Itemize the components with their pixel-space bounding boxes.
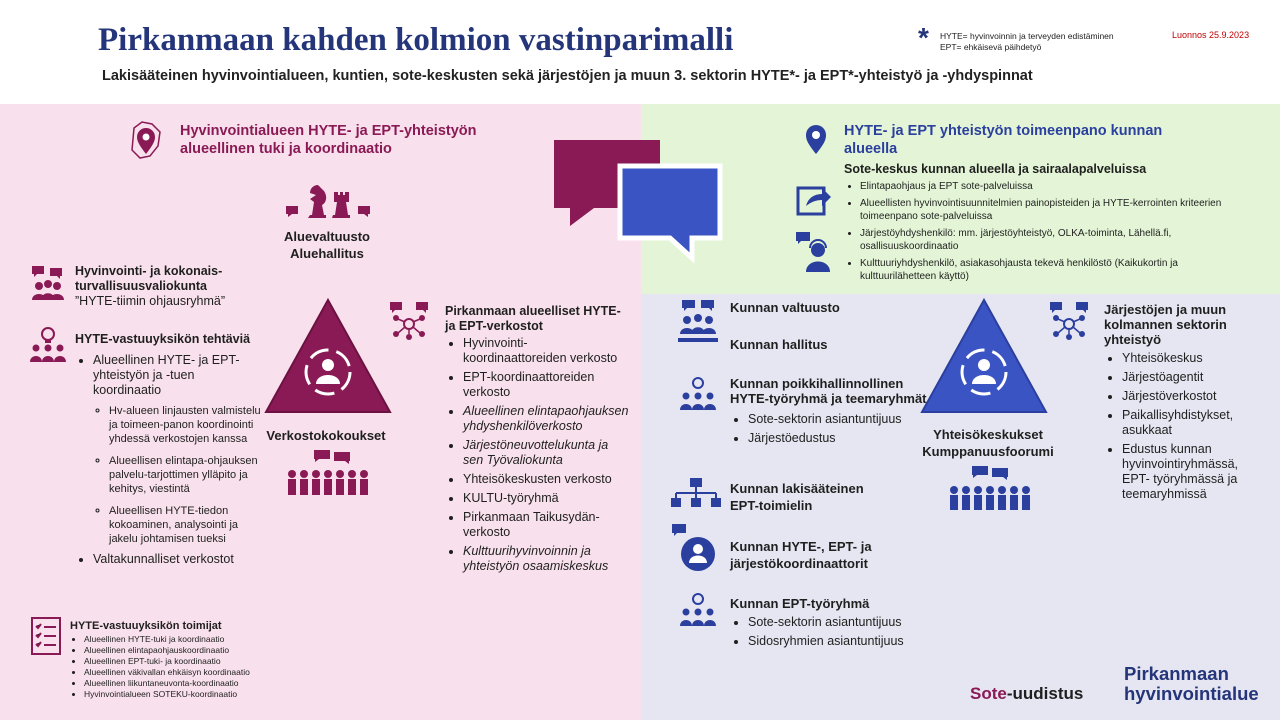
municipal-council: Kunnan valtuusto — [730, 300, 840, 315]
page-title: Pirkanmaan kahden kolmion vastinparimalli — [98, 22, 734, 58]
logo-hyvinvointialue: hyvinvointialue — [1124, 683, 1259, 704]
organisation-item: • Järjestöagentit — [1122, 370, 1254, 385]
meeting-group-blue-icon — [946, 464, 1034, 512]
asterisk-icon: * — [918, 22, 929, 53]
ept-group-title: Kunnan EPT-työryhmä — [730, 596, 870, 611]
meeting-group-icon — [284, 448, 380, 498]
actors-title: HYTE-vastuuyksikön toimijat — [70, 620, 222, 632]
abbreviation-note — [940, 31, 1114, 53]
unit-item: • Valtakunnalliset verkostot — [93, 552, 265, 567]
unit-title: HYTE-vastuuyksikön tehtäviä — [75, 332, 251, 346]
network-blue-icon — [1048, 300, 1090, 340]
group-chat-icon — [28, 262, 68, 304]
coordinators: Kunnan HYTE-, EPT- ja järjestökoordinaattorit — [730, 539, 872, 571]
chess-icon — [284, 182, 374, 222]
cross-admin-box — [730, 376, 930, 450]
ept-group-box — [730, 596, 950, 653]
note-hyte: HYTE= hyvinvoinnin ja terveyden edistäminen — [940, 31, 1114, 41]
actors-box — [70, 620, 310, 700]
pirkanmaan-hyvinvointialue-logo — [1124, 664, 1259, 704]
council-group-icon — [676, 298, 720, 348]
community-centers-label: Yhteisökeskukset — [933, 427, 1043, 442]
cross-admin-item: • Sote-sektorin asiantuntijuus — [748, 412, 930, 427]
lightbulb-team-icon — [28, 326, 68, 364]
unit-subitem: ◦ Alueellisen elintapa-ohjauksen palvelu-tarjottimen ylläpito ja kehitys, viestintä — [109, 454, 265, 496]
team-idea-icon — [678, 376, 718, 412]
organisations-title: Järjestöjen ja muun kolmannen sektorin yhteistyö — [1104, 302, 1227, 347]
governance-box — [262, 228, 392, 262]
actor-item: • Alueellinen elintapaohjauskoordinaatio — [84, 645, 310, 656]
sote-item: • Alueellisten hyvinvointisuunnitelmien painopisteiden ja HYTE-kerrointen kriteerien toimeenpano sote-palveluissa — [860, 197, 1244, 223]
network-item: • KULTU-työryhmä — [463, 491, 631, 506]
actor-item: • Alueellinen EPT-tuki- ja koordinaatio — [84, 656, 310, 667]
ept-group-item: • Sidosryhmien asiantuntijuus — [748, 634, 950, 649]
right-triangle-label — [908, 426, 1068, 460]
speech-bubbles-icon — [548, 136, 728, 264]
organisation-item: • Paikallisyhdistykset, asukkaat — [1122, 408, 1254, 438]
right-heading: HYTE- ja EPT yhteistyön toimeenpano kunnan alueella — [844, 123, 1163, 157]
note-ept: EPT= ehkäisevä päihdetyö — [940, 42, 1042, 52]
sote-item: • Järjestöyhdyshenkilö: mm. järjestöyhteistyö, OLKA-toiminta, Lähellä.fi, osallisuuskoordinaatio — [860, 227, 1244, 253]
regional-council: Aluevaltuusto — [284, 229, 370, 244]
share-icon — [796, 182, 832, 216]
team-idea-icon-2 — [678, 592, 718, 628]
partnership-forum-label: Kumppanuusfoorumi — [922, 444, 1054, 459]
unit-subitem: ◦ Hv-alueen linjausten valmistelu ja toimeen-panon koordinointi yhdessä verkostojen kanssa — [109, 404, 265, 446]
network-item: • Yhteisökeskusten verkosto — [463, 472, 631, 487]
logo-uudistus-text: -uudistus — [1006, 684, 1084, 703]
support-person-icon — [794, 230, 834, 274]
unit-item — [93, 353, 265, 546]
organisation-item: • Järjestöverkostot — [1122, 389, 1254, 404]
committee-box — [75, 264, 275, 309]
logo-pirkanmaan: Pirkanmaan — [1124, 663, 1229, 684]
unit-subitem: ◦ Alueellisen HYTE-tiedon kokoaminen, analysointi ja jakelu johtamisen tueksi — [109, 504, 265, 546]
unit-item-text: Alueellinen HYTE- ja EPT-yhteistyön ja -tuen koordinaatio — [93, 353, 240, 397]
network-item: • EPT-koordinaattoreiden verkosto — [463, 370, 631, 400]
statutory-body: Kunnan lakisääteinen EPT-toimielin — [730, 481, 864, 513]
map-pin-blue-icon — [804, 122, 828, 156]
sote-item: • Elintapaohjaus ja EPT sote-palveluissa — [860, 180, 1244, 193]
left-heading: Hyvinvointialueen HYTE- ja EPT-yhteistyön alueellinen tuki ja koordinaatio — [180, 123, 477, 157]
left-triangle-label: Verkostokokoukset — [266, 428, 386, 443]
sote-list-box — [844, 180, 1244, 283]
organisation-item: • Edustus kunnan hyvinvointiryhmässä, EPT- työryhmässä ja teemaryhmissä — [1122, 442, 1254, 502]
community-centers-triangle — [918, 294, 1050, 416]
sote-uudistus-logo — [970, 684, 1083, 704]
organisations-box — [1104, 302, 1254, 506]
network-item: • Järjestöneuvottelukunta ja sen Työvaliokunta — [463, 438, 631, 468]
actor-item: • Alueellinen liikuntaneuvonta-koordinaatio — [84, 678, 310, 689]
municipal-board: Kunnan hallitus — [730, 337, 828, 352]
map-pin-icon — [128, 118, 164, 162]
logo-sote-text: Sote — [970, 684, 1007, 703]
unit-box — [75, 332, 265, 571]
network-item: • Kulttuurihyvinvoinnin ja yhteistyön osaamiskeskus — [463, 544, 631, 574]
draft-date: Luonnos 25.9.2023 — [1172, 30, 1250, 40]
organisation-item: • Yhteisökeskus — [1122, 351, 1254, 366]
cross-admin-title: Kunnan poikkihallinnollinen HYTE-työryhmä ja teemaryhmät — [730, 376, 927, 406]
network-item: • Hyvinvointi-koordinaattoreiden verkosto — [463, 336, 631, 366]
network-item: • Alueellinen elintapaohjauksen yhdyshenkilöverkosto — [463, 404, 631, 434]
network-icon — [388, 300, 430, 340]
networks-box — [445, 304, 631, 578]
cross-admin-item: • Järjestöedustus — [748, 431, 930, 446]
network-item: • Pirkanmaan Taikusydän-verkosto — [463, 510, 631, 540]
coordinator-icon — [670, 522, 718, 572]
org-chart-icon — [670, 476, 722, 512]
regional-board: Aluehallitus — [290, 246, 364, 261]
committee-subtitle: ”HYTE-tiimin ohjausryhmä” — [75, 294, 226, 308]
page-subtitle: Lakisääteinen hyvinvointialueen, kuntien, sote-keskusten sekä järjestöjen ja muun 3. sektorin HYTE*- ja EPT*-yhteistyö ja -yhdyspinnat — [102, 68, 1033, 84]
actor-item: • Hyvinvointialueen SOTEKU-koordinaatio — [84, 689, 310, 700]
checklist-icon — [30, 616, 62, 656]
committee-title: Hyvinvointi- ja kokonais-turvallisuusvaliokunta — [75, 264, 223, 293]
actor-item: • Alueellinen HYTE-tuki ja koordinaatio — [84, 634, 310, 645]
networks-title: Pirkanmaan alueelliset HYTE- ja EPT-verkostot — [445, 304, 621, 333]
sote-title: Sote-keskus kunnan alueella ja sairaalapalveluissa — [844, 162, 1147, 176]
network-meetings-triangle — [262, 294, 394, 416]
sote-item: • Kulttuuriyhdyshenkilö, asiakasohjausta tekevä henkilöstö (Kaikukortin ja kulttuurilähetteen käyttö) — [860, 257, 1244, 283]
ept-group-item: • Sote-sektorin asiantuntijuus — [748, 615, 950, 630]
actor-item: • Alueellinen väkivallan ehkäisyn koordinaatio — [84, 667, 310, 678]
